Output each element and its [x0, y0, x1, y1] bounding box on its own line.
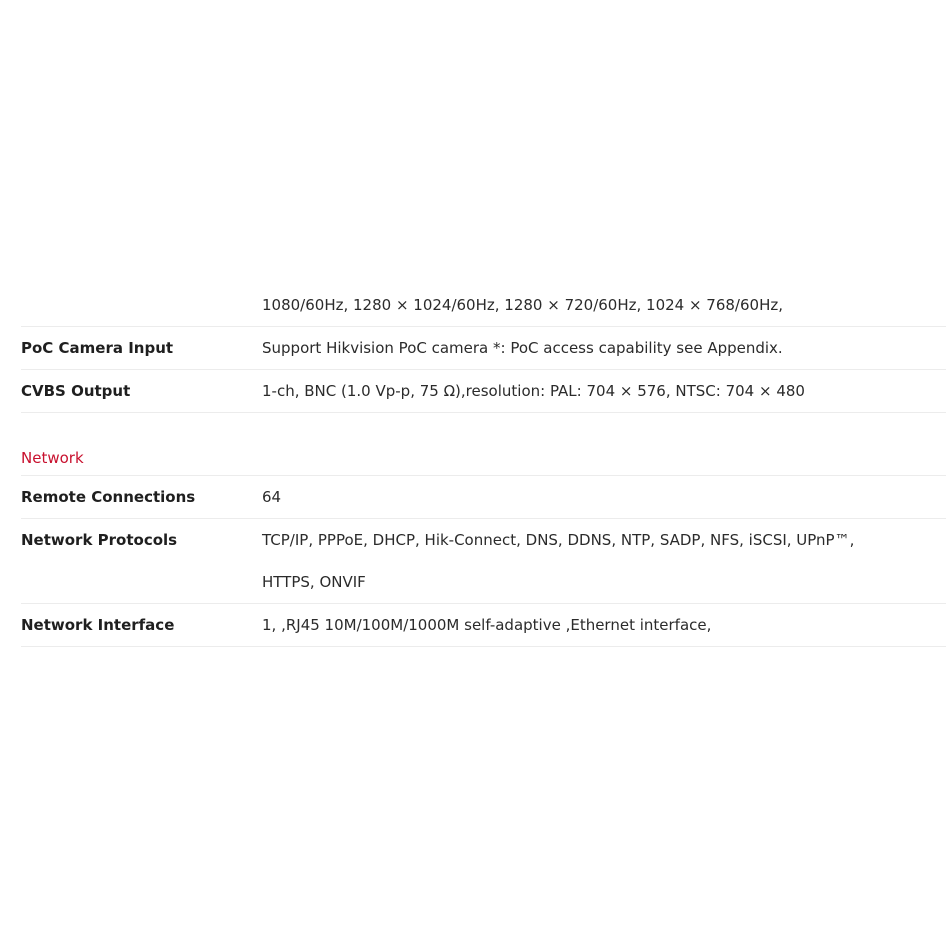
- spec-row-network-interface: [21, 604, 946, 647]
- spec-label: Network Interface: [21, 616, 175, 634]
- spec-row-network-protocols: [21, 519, 946, 604]
- spec-value: [262, 519, 946, 603]
- spec-value-line: TCP/IP, PPPoE, DHCP, Hik-Connect, DNS, DDNS, NTP, SADP, NFS, iSCSI, UPnP™,: [262, 531, 855, 549]
- spec-value: [262, 370, 946, 412]
- spec-label: [21, 284, 262, 326]
- spec-label: CVBS Output: [21, 382, 131, 400]
- spec-label: Network Protocols: [21, 531, 178, 549]
- spec-label: Remote Connections: [21, 488, 196, 506]
- spec-value-line: 64: [262, 488, 282, 506]
- spec-value: [262, 284, 946, 326]
- spec-row-remote-connections: [21, 476, 946, 519]
- spec-row-poc-camera-input: [21, 327, 946, 370]
- spec-value-line: 1, ,RJ45 10M/100M/1000M self-adaptive ,Ethernet interface,: [262, 616, 712, 634]
- spec-value-line: Support Hikvision PoC camera *: PoC access capability see Appendix.: [262, 339, 783, 357]
- spec-value: [262, 327, 946, 369]
- spec-sheet: [21, 284, 946, 647]
- spec-row-cvbs-output: [21, 370, 946, 413]
- section-title-network: Network: [21, 442, 946, 476]
- spec-value: [262, 604, 946, 646]
- spec-value-line: 1080/60Hz, 1280 × 1024/60Hz, 1280 × 720/60Hz, 1024 × 768/60Hz,: [262, 296, 783, 314]
- section-spacer: [21, 413, 946, 442]
- spec-value-line: 1-ch, BNC (1.0 Vp-p, 75 Ω),resolution: PAL: 704 × 576, NTSC: 704 × 480: [262, 382, 805, 400]
- spec-row-output-resolution: [21, 284, 946, 327]
- spec-value: [262, 476, 946, 518]
- spec-label: PoC Camera Input: [21, 339, 174, 357]
- spec-value-line: HTTPS, ONVIF: [262, 573, 366, 591]
